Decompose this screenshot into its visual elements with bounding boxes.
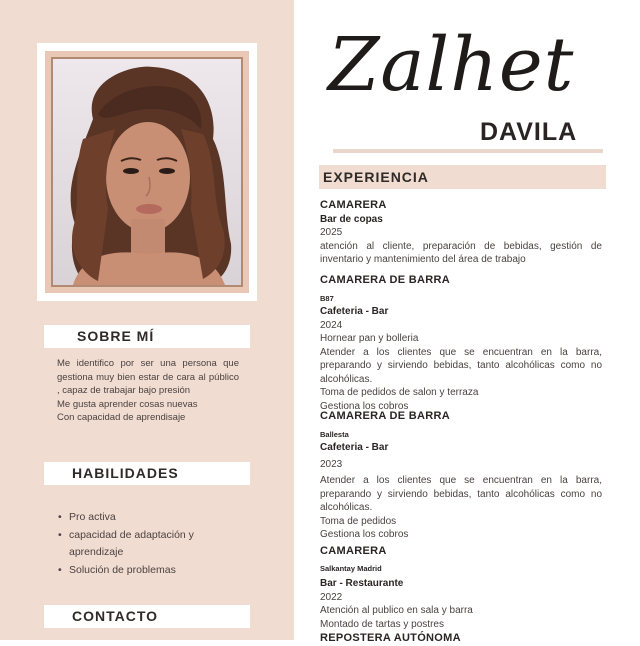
job-year: 2022 bbox=[320, 591, 343, 603]
sidebar bbox=[0, 0, 294, 640]
job-duty: atención al cliente, preparación de bebidas, gestión de inventario y mantenimiento del área de trabajo bbox=[320, 240, 602, 265]
job-duty: Atender a los clientes que se encuentran en la barra, preparando y sirviendo bebidas, tanto alcohólicas como no alcohólicas. bbox=[320, 475, 602, 513]
about-line: Con capacidad de aprendisaje bbox=[57, 412, 186, 423]
job-title: CAMARERA bbox=[320, 545, 387, 557]
job-subcompany: Salkantay Madrid bbox=[320, 563, 382, 573]
portrait-illustration bbox=[53, 59, 241, 285]
skill-item: • Solución de problemas bbox=[58, 562, 239, 580]
job-title: REPOSTERA AUTÓNOMA bbox=[320, 632, 461, 644]
skill-item: • Pro activa bbox=[58, 509, 239, 527]
job-duty: Montado de tartas y postres bbox=[320, 618, 444, 630]
job-duty: Gestiona los cobros bbox=[320, 400, 409, 412]
last-name: DAVILA bbox=[480, 118, 578, 146]
name-divider bbox=[333, 149, 603, 153]
job-entry bbox=[320, 545, 602, 631]
job-duty: Atender a los clientes que se encuentran en la barra, preparando y sirviendo bebidas, tanto alcohólicas como no alcohólicas. bbox=[320, 346, 602, 385]
first-name: Zalhet bbox=[328, 22, 575, 108]
job-company: Bar - Restaurante bbox=[320, 578, 404, 589]
job-year: 2025 bbox=[320, 227, 343, 238]
about-line: Me gusta aprender cosas nuevas bbox=[57, 398, 198, 410]
job-company: Bar de copas bbox=[320, 213, 383, 225]
photo-frame bbox=[37, 43, 257, 301]
job-year: 2024 bbox=[320, 319, 343, 331]
job-company: Cafeteria - Bar bbox=[320, 442, 389, 453]
section-about-title: SOBRE MÍ bbox=[44, 325, 250, 348]
job-duty: Atención al publico en sala y barra bbox=[320, 605, 473, 616]
job-entry bbox=[320, 199, 602, 267]
job-entry bbox=[320, 410, 602, 542]
skill-item: • capacidad de adaptación y aprendizaje bbox=[58, 527, 219, 562]
job-duty: Toma de pedidos de salon y terraza bbox=[320, 387, 479, 398]
skills-list bbox=[58, 509, 239, 579]
job-title: CAMARERA DE BARRA bbox=[320, 274, 450, 286]
photo-mat bbox=[45, 51, 249, 293]
profile-photo bbox=[51, 57, 243, 287]
job-title: CAMARERA DE BARRA bbox=[320, 410, 450, 422]
job-entry bbox=[320, 274, 602, 413]
job-duty: Gestiona los cobros bbox=[320, 529, 409, 540]
section-experience-title: EXPERIENCIA bbox=[319, 165, 606, 189]
job-duty: Toma de pedidos bbox=[320, 515, 397, 527]
section-contact-title: CONTACTO bbox=[44, 605, 250, 628]
about-text bbox=[57, 357, 239, 425]
job-subcompany: Ballesta bbox=[320, 429, 349, 439]
about-line: Me identifico por ser una persona que gestiona muy bien estar de cara al público , capaz de trabajar bajo presión bbox=[57, 358, 239, 396]
job-year: 2023 bbox=[320, 458, 343, 470]
job-subcompany: B87 bbox=[320, 293, 334, 303]
job-title: CAMARERA bbox=[320, 199, 387, 211]
job-entry bbox=[320, 632, 602, 646]
job-company: Cafeteria - Bar bbox=[320, 306, 389, 317]
job-duty: Hornear pan y bolleria bbox=[320, 333, 419, 344]
section-skills-title: HABILIDADES bbox=[44, 462, 250, 485]
